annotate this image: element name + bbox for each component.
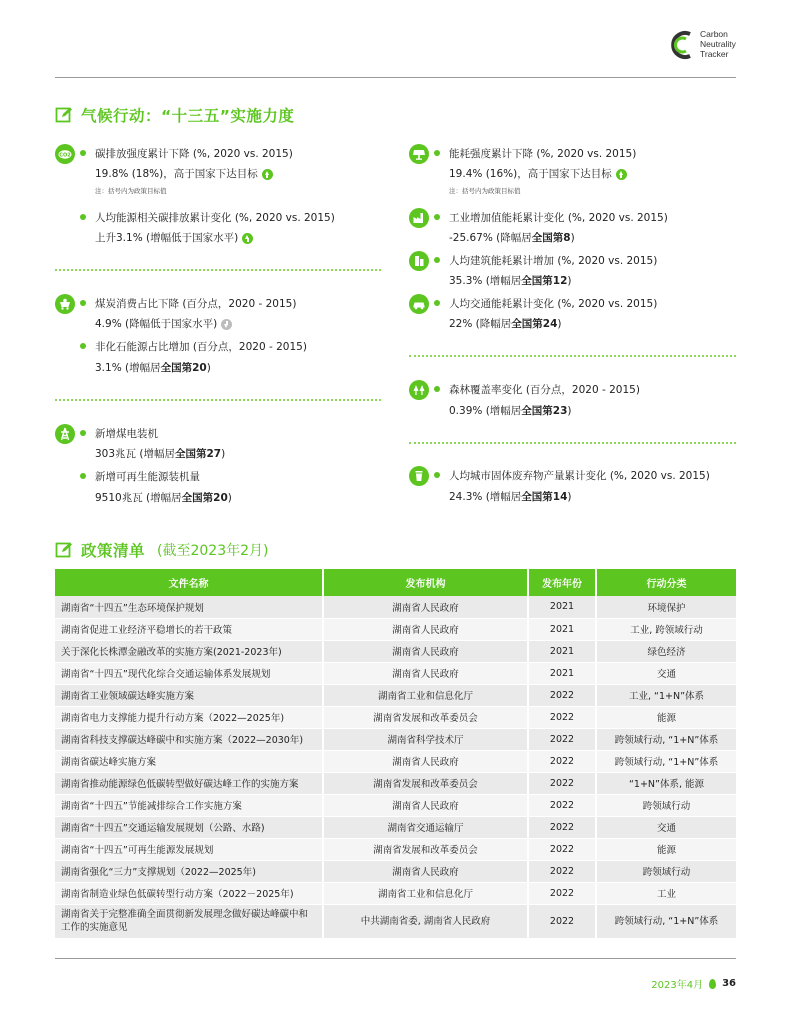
- value-close: ): [567, 275, 572, 287]
- cell-issuer: 湖南省发展和改革委员会: [323, 838, 528, 860]
- cell-category: 跨领域行动: [596, 794, 736, 816]
- logo-text: [700, 29, 736, 59]
- section-policy-list-title: [55, 539, 268, 561]
- cell-category: “1+N”体系, 能源: [596, 772, 736, 794]
- header-category: 行动分类: [596, 569, 736, 596]
- cell-category: 工业, 跨领域行动: [596, 618, 736, 640]
- cell-document-name: 湖南省“十四五”现代化综合交通运输体系发展规划: [55, 662, 323, 684]
- rank-text: 全国第12: [521, 275, 568, 287]
- cell-year: 2022: [528, 750, 596, 772]
- cell-category: 跨领域行动, “1+N”体系: [596, 904, 736, 938]
- logo-line2: Neutrality: [700, 39, 736, 49]
- co2-icon: [55, 144, 75, 164]
- right-metric5-label: [434, 383, 640, 397]
- arrow-up-icon: [242, 233, 253, 244]
- cell-year: 2021: [528, 596, 596, 618]
- cell-category: 工业, “1+N”体系: [596, 684, 736, 706]
- value-text: 3.1% (增幅居: [95, 362, 161, 374]
- cell-category: 跨领域行动: [596, 860, 736, 882]
- value-text: 303兆瓦 (增幅居: [95, 448, 175, 460]
- left-metric3-value: [95, 317, 232, 331]
- left-metric1-note: 注：括号内为政策目标值: [95, 187, 167, 195]
- arrow-up-icon: [262, 169, 273, 180]
- bullet-dot: [434, 214, 440, 220]
- rank-text: 全国第20: [160, 362, 207, 374]
- rank-text: 全国第14: [521, 491, 568, 503]
- right-metric2-value: [449, 231, 575, 245]
- value-text: 9510兆瓦 (增幅居: [95, 492, 182, 504]
- value-text: 35.3% (增幅居: [449, 275, 522, 287]
- table-row: [55, 816, 736, 838]
- cell-issuer: 湖南省人民政府: [323, 662, 528, 684]
- right-metric1-value-text: 19.4% (16%)，高于国家下达目标: [449, 168, 612, 180]
- cell-year: 2022: [528, 860, 596, 882]
- bullet-dot: [80, 473, 86, 479]
- section2-subtitle: (截至2023年2月): [157, 543, 269, 559]
- table-header-row: [55, 569, 736, 596]
- section2-title-text: 政策清单: [81, 542, 146, 560]
- left-metric4-value: [95, 361, 211, 375]
- arrow-down-icon: [221, 319, 232, 330]
- header-divider: [55, 77, 736, 78]
- cell-year: 2021: [528, 640, 596, 662]
- left-metric3-label-text: 煤炭消费占比下降 (百分点，2020 - 2015): [95, 298, 297, 310]
- right-metric5-value: [449, 404, 572, 418]
- table-row: [55, 860, 736, 882]
- cell-issuer: 湖南省人民政府: [323, 596, 528, 618]
- bullet-dot: [80, 430, 86, 436]
- cell-document-name: 湖南省“十四五”可再生能源发展规划: [55, 838, 323, 860]
- left-metric2-value: [95, 231, 253, 245]
- left-metric3-value-text: 4.9% (降幅低于国家水平): [95, 318, 218, 330]
- cell-category: 绿色经济: [596, 640, 736, 662]
- arrow-up-icon: [616, 169, 627, 180]
- cell-issuer: 湖南省人民政府: [323, 860, 528, 882]
- cell-category: 环境保护: [596, 596, 736, 618]
- bullet-dot: [434, 300, 440, 306]
- header-issuer: 发布机构: [323, 569, 528, 596]
- right-metric3-label: [434, 254, 657, 268]
- cell-issuer: 湖南省交通运输厅: [323, 816, 528, 838]
- value-close: ): [567, 405, 572, 417]
- cell-year: 2022: [528, 882, 596, 904]
- dotted-divider: [409, 442, 736, 444]
- right-metric1-value: [449, 167, 627, 181]
- table-row: [55, 728, 736, 750]
- cell-category: 工业: [596, 882, 736, 904]
- bullet-dot: [80, 150, 86, 156]
- section1-title-text: 气候行动：“十三五”实施力度: [81, 107, 295, 125]
- left-metric1-value-text: 19.8% (18%)，高于国家下达目标: [95, 168, 258, 180]
- left-metric2-label-text: 人均能源相关碳排放累计变化 (%, 2020 vs. 2015): [95, 212, 335, 224]
- left-metric1-value: [95, 167, 273, 181]
- cell-category: 跨领域行动, “1+N”体系: [596, 750, 736, 772]
- right-metric2-label-text: 工业增加值能耗累计变化 (%, 2020 vs. 2015): [449, 212, 668, 224]
- right-metric1-label-text: 能耗强度累计下降 (%, 2020 vs. 2015): [449, 148, 637, 160]
- cell-year: 2022: [528, 794, 596, 816]
- waste-bin-icon: [409, 466, 429, 486]
- cell-category: 跨领域行动, “1+N”体系: [596, 728, 736, 750]
- leaf-drop-icon: [709, 979, 716, 989]
- section-climate-action-title: [55, 104, 294, 126]
- logo-line1: Carbon: [700, 29, 728, 39]
- table-row: [55, 904, 736, 938]
- cell-issuer: 中共湖南省委, 湖南省人民政府: [323, 904, 528, 938]
- left-metric6-label-text: 新增可再生能源装机量: [95, 471, 200, 483]
- cell-document-name: 湖南省科技支撑碳达峰碳中和实施方案（2022—2030年): [55, 728, 323, 750]
- cell-category: 交通: [596, 816, 736, 838]
- table-row: [55, 882, 736, 904]
- cell-issuer: 湖南省人民政府: [323, 750, 528, 772]
- left-metric3-label: [80, 297, 296, 311]
- cell-category: 交通: [596, 662, 736, 684]
- coal-cart-icon: [55, 294, 75, 314]
- right-metric6-label-text: 人均城市固体废弃物产量累计变化 (%, 2020 vs. 2015): [449, 470, 710, 482]
- cell-document-name: 湖南省碳达峰实施方案: [55, 750, 323, 772]
- edit-icon: [55, 541, 73, 559]
- page-footer: [651, 976, 736, 991]
- bullet-dot: [434, 472, 440, 478]
- footer-date: 2023年4月: [651, 980, 704, 991]
- right-metric1-note: 注：括号内为政策目标值: [449, 187, 521, 195]
- table-row: [55, 662, 736, 684]
- logo-line3: Tracker: [700, 49, 729, 59]
- right-metric3-value: [449, 274, 572, 288]
- header-year: 发布年份: [528, 569, 596, 596]
- building-icon: [409, 251, 429, 271]
- footer-divider: [55, 958, 736, 959]
- value-close: ): [221, 448, 226, 460]
- cell-year: 2022: [528, 706, 596, 728]
- car-icon: [409, 294, 429, 314]
- cell-issuer: 湖南省人民政府: [323, 618, 528, 640]
- right-metric5-label-text: 森林覆盖率变化 (百分点，2020 - 2015): [449, 384, 640, 396]
- cell-document-name: 湖南省“十四五”交通运输发展规划（公路、水路): [55, 816, 323, 838]
- value-text: 22% (降幅居: [449, 318, 512, 330]
- table-row: [55, 596, 736, 618]
- value-close: ): [570, 232, 575, 244]
- cell-document-name: 湖南省制造业绿色低碳转型行动方案（2022－2025年): [55, 882, 323, 904]
- rank-text: 全国第24: [511, 318, 558, 330]
- right-metric2-label: [434, 211, 668, 225]
- cell-document-name: 湖南省关于完整准确全面贯彻新发展理念做好碳达峰碳中和工作的实施意见: [55, 904, 323, 938]
- right-metric1-label: [434, 147, 636, 161]
- rank-text: 全国第8: [531, 232, 571, 244]
- cell-year: 2022: [528, 684, 596, 706]
- cell-issuer: 湖南省工业和信息化厅: [323, 882, 528, 904]
- cell-document-name: 关于深化长株潭金融改革的实施方案(2021-2023年): [55, 640, 323, 662]
- table-row: [55, 838, 736, 860]
- cell-issuer: 湖南省人民政府: [323, 794, 528, 816]
- bullet-dot: [434, 386, 440, 392]
- bullet-dot: [434, 150, 440, 156]
- left-metric5-label: [80, 427, 158, 441]
- svg-text:CO2: CO2: [59, 152, 71, 159]
- cell-issuer: 湖南省工业和信息化厅: [323, 684, 528, 706]
- table-row: [55, 640, 736, 662]
- right-metric4-value: [449, 317, 562, 331]
- bullet-dot: [80, 214, 86, 220]
- power-tower-icon: [55, 424, 75, 444]
- solar-panel-icon: [409, 144, 429, 164]
- table-row: [55, 772, 736, 794]
- cell-year: 2022: [528, 728, 596, 750]
- table-row: [55, 750, 736, 772]
- cell-category: 能源: [596, 838, 736, 860]
- cell-category: 能源: [596, 706, 736, 728]
- cell-document-name: 湖南省电力支撑能力提升行动方案（2022—2025年): [55, 706, 323, 728]
- bullet-dot: [434, 257, 440, 263]
- value-close: ): [567, 491, 572, 503]
- rank-text: 全国第20: [181, 492, 228, 504]
- cell-issuer: 湖南省人民政府: [323, 640, 528, 662]
- dotted-divider: [55, 269, 381, 271]
- cell-issuer: 湖南省科学技术厅: [323, 728, 528, 750]
- cell-year: 2022: [528, 772, 596, 794]
- cell-year: 2021: [528, 618, 596, 640]
- header-document-name: 文件名称: [55, 569, 323, 596]
- left-metric5-label-text: 新增煤电装机: [95, 428, 158, 440]
- policy-table: [55, 569, 736, 939]
- cell-document-name: 湖南省“十四五”节能减排综合工作实施方案: [55, 794, 323, 816]
- table-row: [55, 618, 736, 640]
- left-metric2-value-text: 上升3.1% (增幅低于国家水平): [95, 232, 239, 244]
- right-metric6-value: [449, 490, 572, 504]
- rank-text: 全国第23: [521, 405, 568, 417]
- left-metric5-value: [95, 447, 225, 461]
- cell-year: 2022: [528, 904, 596, 938]
- value-text: -25.67% (降幅居: [449, 232, 532, 244]
- cell-year: 2021: [528, 662, 596, 684]
- value-text: 0.39% (增幅居: [449, 405, 522, 417]
- cell-document-name: 湖南省“十四五”生态环境保护规划: [55, 596, 323, 618]
- left-metric4-label: [80, 340, 307, 354]
- table-row: [55, 684, 736, 706]
- factory-icon: [409, 208, 429, 228]
- left-metric4-label-text: 非化石能源占比增加 (百分点，2020 - 2015): [95, 341, 307, 353]
- bullet-dot: [80, 343, 86, 349]
- cell-year: 2022: [528, 838, 596, 860]
- cell-issuer: 湖南省发展和改革委员会: [323, 706, 528, 728]
- value-text: 24.3% (增幅居: [449, 491, 522, 503]
- value-close: ): [206, 362, 211, 374]
- cell-issuer: 湖南省发展和改革委员会: [323, 772, 528, 794]
- left-metric1-label: [80, 147, 293, 161]
- right-metric3-label-text: 人均建筑能耗累计增加 (%, 2020 vs. 2015): [449, 255, 658, 267]
- trees-icon: [409, 380, 429, 400]
- cell-year: 2022: [528, 816, 596, 838]
- rank-text: 全国第27: [174, 448, 222, 460]
- page-number: 36: [722, 978, 736, 989]
- cell-document-name: 湖南省工业领域碳达峰实施方案: [55, 684, 323, 706]
- value-close: ): [557, 318, 562, 330]
- left-metric2-label: [80, 211, 335, 225]
- policy-table-body: [55, 596, 736, 938]
- edit-icon: [55, 106, 73, 124]
- logo-c-icon: [670, 30, 696, 60]
- cell-document-name: 湖南省推动能源绿色低碳转型做好碳达峰工作的实施方案: [55, 772, 323, 794]
- table-row: [55, 706, 736, 728]
- bullet-dot: [80, 300, 86, 306]
- right-metric4-label: [434, 297, 657, 311]
- carbon-neutrality-tracker-logo: [670, 28, 780, 68]
- cell-document-name: 湖南省促进工业经济平稳增长的若干政策: [55, 618, 323, 640]
- left-metric6-value: [95, 491, 232, 505]
- left-metric1-label-text: 碳排放强度累计下降 (%, 2020 vs. 2015): [95, 148, 293, 160]
- dotted-divider: [55, 399, 381, 401]
- cell-document-name: 湖南省强化“三力”支撑规划（2022—2025年): [55, 860, 323, 882]
- right-metric4-label-text: 人均交通能耗累计变化 (%, 2020 vs. 2015): [449, 298, 658, 310]
- value-close: ): [227, 492, 232, 504]
- right-metric6-label: [434, 469, 710, 483]
- table-row: [55, 794, 736, 816]
- left-metric6-label: [80, 470, 200, 484]
- dotted-divider: [409, 355, 736, 357]
